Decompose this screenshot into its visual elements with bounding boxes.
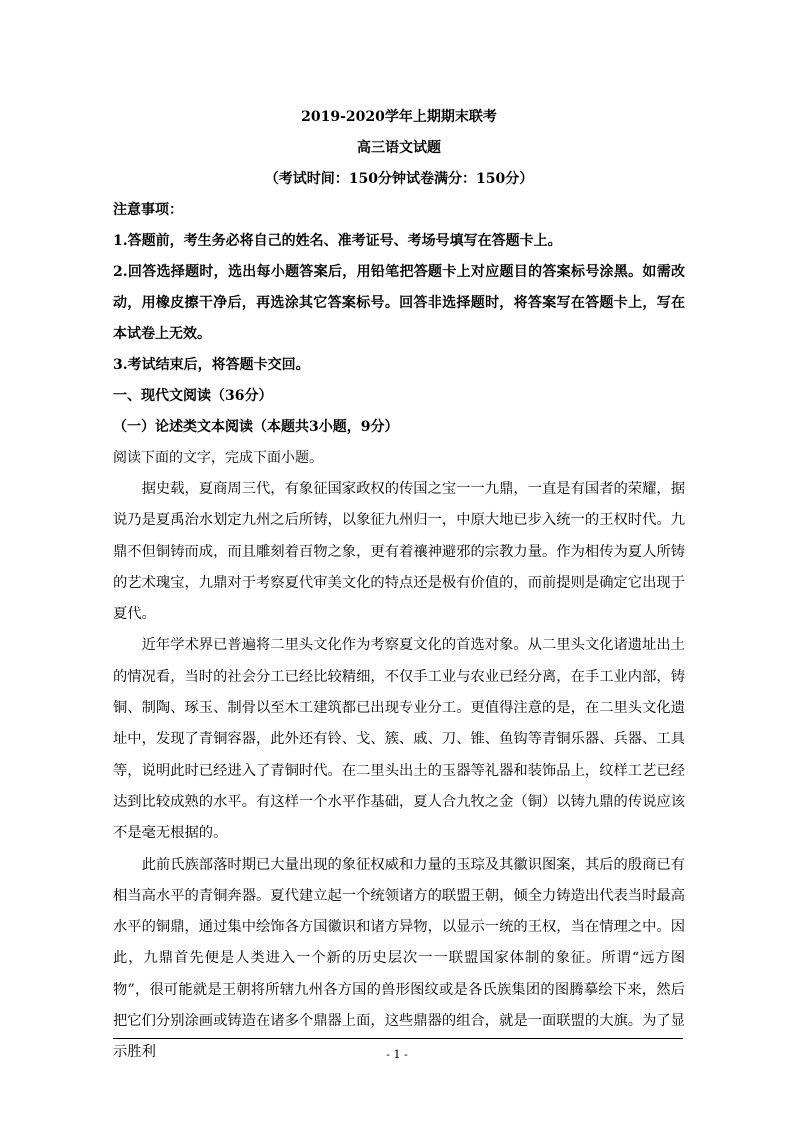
page-content bbox=[113, 102, 685, 1069]
reading-instruction: 阅读下面的文字，完成下面小题。 bbox=[113, 450, 323, 466]
footer-divider bbox=[113, 1038, 683, 1039]
paragraph-1: 据史载，夏商周三代，有象征国家政权的传国之宝一一九鼎，一直是有国者的荣耀，据说乃是夏禹治水划定九州之后所铸，以象征九州归一，中原大地已步入统一的王权时代。九鼎不但铜铸而成，而且雕刻着百物之象，更有着禳神避邪的宗教力量。作为相传为夏人所铸的艺术瑰宝，九鼎对于考察夏代审美文化的特点还是极有价值的，而前提则是确定它出现于夏代。 bbox=[113, 481, 685, 623]
paragraph-2: 近年学术界已普遍将二里头文化作为考察夏文化的首选对象。从二里头文化诸遗址出土的情况看，当时的社会分工已经比较精细，不仅手工业与农业已经分离，在手工业内部，铸铜、制陶、琢玉、制骨以至木工建筑都已出现专业分工。更值得注意的是，在二里头文化遗址中，发现了青铜容器，此外还有铃、戈、簇、戚、刀、锥、鱼钩等青铜乐器、兵器、工具等，说明此时已经进入了青铜时代。在二里头出土的玉器等礼器和装饰品上，纹样工艺已经达到比较成熟的水平。有这样一个水平作基础，夏人合九牧之金（铜）以铸九鼎的传说应该不是毫无根据的。 bbox=[113, 637, 685, 842]
section-subheading: （一）论述类文本阅读（本题共3小题，9分） bbox=[113, 419, 399, 435]
exam-title: 2019-2020学年上期期末联考 bbox=[301, 109, 497, 125]
paragraph-3: 此前氏族部落时期已大量出现的象征权威和力量的玉琮及其徽识图案，其后的殷商已有相当高水平的青铜奔器。夏代建立起一个统领诸方的联盟王朝，倾全力铸造出代表当时最高水平的铜鼎，通过集中绘饰各方国徽识和诸方异物，以显示一统的王权，当在情理之中。因此，九鼎首先便是人类进入一个新的历史层次一一联盟国家体制的象征。所谓“远方图物”，很可能就是王朝将所辖九州各方国的兽形图纹或是各氏族集团的图腾摹绘下来，然后把它们分别涂画或铸造在诸多个鼎器上面，这些鼎器的组合，就是一面联盟的大旗。为了显示胜利 bbox=[113, 856, 685, 1061]
notice-item-1: 1.答题前，考生务必将自己的姓名、准考证号、考场号填写在答题卡上。 bbox=[113, 233, 562, 249]
exam-subtitle: 高三语文试题 bbox=[357, 140, 441, 156]
notice-item-2: 2.回答选择题时，选出每小题答案后，用铅笔把答题卡上对应题目的答案标号涂黑。如需改动，用橡皮擦干净后，再选涂其它答案标号。回答非选择题时，将答案写在答题卡上，写在本试卷上无效。 bbox=[113, 264, 685, 342]
notice-heading: 注意事项： bbox=[113, 202, 183, 218]
page-number: - 1 - bbox=[386, 1048, 408, 1061]
exam-info: （考试时间：150分钟试卷满分：150分） bbox=[264, 171, 534, 187]
notice-item-3: 3.考试结束后，将答题卡交回。 bbox=[113, 357, 310, 373]
section-heading: 一、现代文阅读（36分） bbox=[113, 388, 273, 404]
